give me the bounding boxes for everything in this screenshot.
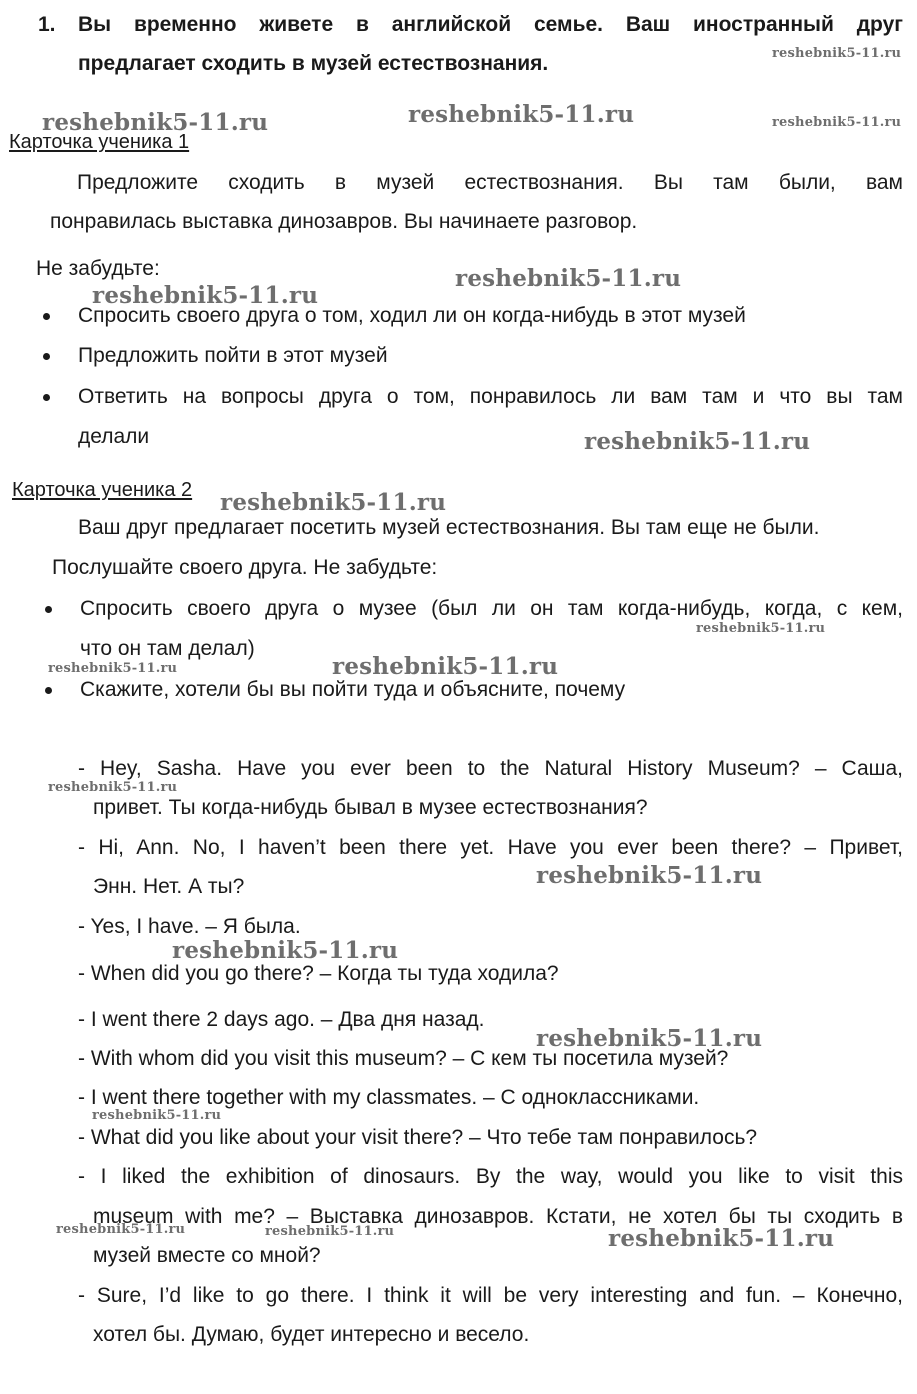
watermark: reshebnik5-11.ru — [92, 282, 319, 309]
card1-bullet-3-cont: делали — [78, 425, 150, 448]
watermark: reshebnik5-11.ru — [48, 780, 178, 795]
dialogue-line-7: - I went there 2 days ago. – Два дня назад. — [78, 1008, 485, 1031]
dialogue-line-15: хотел бы. Думаю, будет интересно и весело. — [93, 1323, 530, 1346]
card1-bullet-3: Ответить на вопросы друга о том, понравилось ли вам там и что вы там — [78, 385, 903, 408]
dialogue-line-1: - Hey, Sasha. Have you ever been to the Natural History Museum? – Саша, — [78, 757, 903, 780]
watermark: reshebnik5-11.ru — [772, 46, 902, 61]
bullet-dot — [43, 353, 50, 360]
watermark: reshebnik5-11.ru — [536, 1025, 763, 1052]
watermark: reshebnik5-11.ru — [265, 1224, 395, 1239]
watermark: reshebnik5-11.ru — [696, 621, 826, 636]
card2-intro-line-2: Послушайте своего друга. Не забудьте: — [52, 556, 438, 579]
card2-intro-line-1: Ваш друг предлагает посетить музей естествознания. Вы там еще не были. — [78, 516, 820, 539]
dialogue-line-5: - Yes, I have. – Я была. — [78, 915, 301, 938]
watermark: reshebnik5-11.ru — [608, 1225, 835, 1252]
watermark: reshebnik5-11.ru — [408, 101, 635, 128]
watermark: reshebnik5-11.ru — [92, 1108, 222, 1123]
bullet-dot — [45, 687, 52, 694]
card1-intro-line-2: понравилась выставка динозавров. Вы начинаете разговор. — [50, 210, 638, 233]
watermark: reshebnik5-11.ru — [455, 265, 682, 292]
bullet-dot — [45, 606, 52, 613]
dialogue-line-2: привет. Ты когда-нибудь бывал в музее естествознания? — [93, 796, 648, 819]
card1-bullet-1: Спросить своего друга о том, ходил ли он когда-нибудь в этот музей — [78, 304, 746, 327]
dialogue-line-4: Энн. Нет. А ты? — [93, 875, 245, 898]
bullet-dot — [43, 394, 50, 401]
watermark: reshebnik5-11.ru — [56, 1222, 186, 1237]
dialogue-line-11: - I liked the exhibition of dinosaurs. By the way, would you like to visit this — [78, 1165, 903, 1188]
card2-bullet-2: Скажите, хотели бы вы пойти туда и объясните, почему — [80, 678, 626, 701]
watermark: reshebnik5-11.ru — [584, 428, 811, 455]
dialogue-line-3: - Hi, Ann. No, I haven’t been there yet. Have you ever been there? – Привет, — [78, 836, 903, 859]
task-line-2: предлагает сходить в музей естествознания. — [78, 52, 549, 75]
card1-bullet-2: Предложить пойти в этот музей — [78, 344, 388, 367]
watermark: reshebnik5-11.ru — [332, 653, 559, 680]
watermark: reshebnik5-11.ru — [48, 661, 178, 676]
watermark: reshebnik5-11.ru — [172, 937, 399, 964]
card2-bullet-1: Спросить своего друга о музее (был ли он там когда-нибудь, когда, с кем, — [80, 597, 903, 620]
dialogue-line-10: - What did you like about your visit there? – Что тебе там понравилось? — [78, 1126, 758, 1149]
card1-intro-line-1: Предложите сходить в музей естествознания. Вы там были, вам — [77, 171, 903, 194]
dialogue-line-8: - With whom did you visit this museum? – С кем ты посетила музей? — [78, 1047, 729, 1070]
dialogue-line-12: museum with me? – Выставка динозавров. Кстати, не хотел бы ты сходить в — [93, 1205, 903, 1228]
task-number: 1. — [38, 13, 56, 36]
dialogue-line-9: - I went there together with my classmates. – С одноклассниками. — [78, 1086, 700, 1109]
card1-title: Карточка ученика 1 — [9, 131, 190, 153]
watermark: reshebnik5-11.ru — [536, 862, 763, 889]
card2-bullet-1-cont: что он там делал) — [80, 637, 255, 660]
card1-remember: Не забудьте: — [36, 257, 160, 280]
card2-title: Карточка ученика 2 — [12, 479, 193, 501]
task-line-1: Вы временно живете в английской семье. Ваш иностранный друг — [78, 13, 903, 36]
watermark: reshebnik5-11.ru — [42, 109, 269, 136]
dialogue-line-6: - When did you go there? – Когда ты туда ходила? — [78, 962, 559, 985]
dialogue-line-13: музей вместе со мной? — [93, 1244, 321, 1267]
watermark: reshebnik5-11.ru — [772, 115, 902, 130]
dialogue-line-14: - Sure, I’d like to go there. I think it will be very interesting and fun. – Конечно, — [78, 1284, 903, 1307]
watermark: reshebnik5-11.ru — [220, 489, 447, 516]
bullet-dot — [43, 313, 50, 320]
